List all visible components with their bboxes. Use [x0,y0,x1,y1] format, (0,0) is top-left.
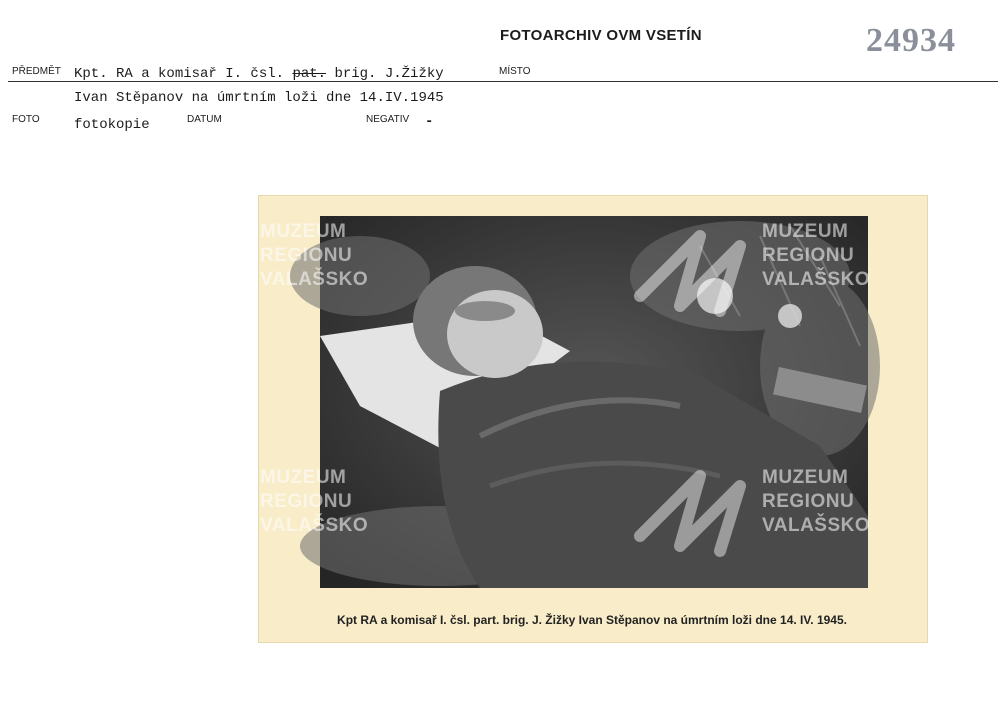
subject-label: PŘEDMĚT [12,66,61,77]
watermark-line-1: MUZEUM [762,221,849,242]
subject-line-1-part-a: Kpt. RA a komisař I. čsl. [74,66,293,82]
watermark-line-2: REGIONU [260,245,353,266]
watermark-line-2: REGIONU [762,491,855,512]
watermark-line-3: VALAŠSKO [762,515,871,536]
subject-line-1-struck-word: pat. [292,66,327,82]
watermark-line-3: VALAŠSKO [260,515,369,536]
archive-number-stamp: 24934 [866,22,956,59]
watermark-line-3: VALAŠSKO [762,269,871,290]
watermark-line-3: VALAŠSKO [260,269,369,290]
place-label: MÍSTO [499,66,531,77]
watermark-line-1: MUZEUM [260,221,347,242]
form-divider-line [8,81,998,82]
watermark-bottom-right [762,466,870,538]
photo-label: FOTO [12,114,40,125]
watermark-bottom-left [260,466,368,538]
photo-caption: Kpt RA a komisař I. čsl. part. brig. J. Žižky Ivan Stěpanov na úmrtním loži dne 14. IV. 1945. [337,613,847,627]
negative-value: - [425,114,434,130]
watermark-top-right [762,220,870,292]
subject-line-1 [74,66,444,82]
subject-line-2: Ivan Stěpanov na úmrtním loži dne 14.IV.1945 [74,90,444,106]
photograph [260,216,871,588]
watermark-line-2: REGIONU [260,491,353,512]
subject-line-1-part-c: brig. J.Žižky [326,66,444,82]
photo-value: fotokopie [74,117,150,133]
watermark-line-2: REGIONU [762,245,855,266]
archive-title: FOTOARCHIV OVM VSETÍN [500,27,702,44]
watermark-line-1: MUZEUM [762,467,849,488]
date-label: DATUM [187,114,222,125]
watermark-line-1: MUZEUM [260,467,347,488]
watermark-top-left [260,220,368,292]
negative-label: NEGATIV [366,114,410,125]
